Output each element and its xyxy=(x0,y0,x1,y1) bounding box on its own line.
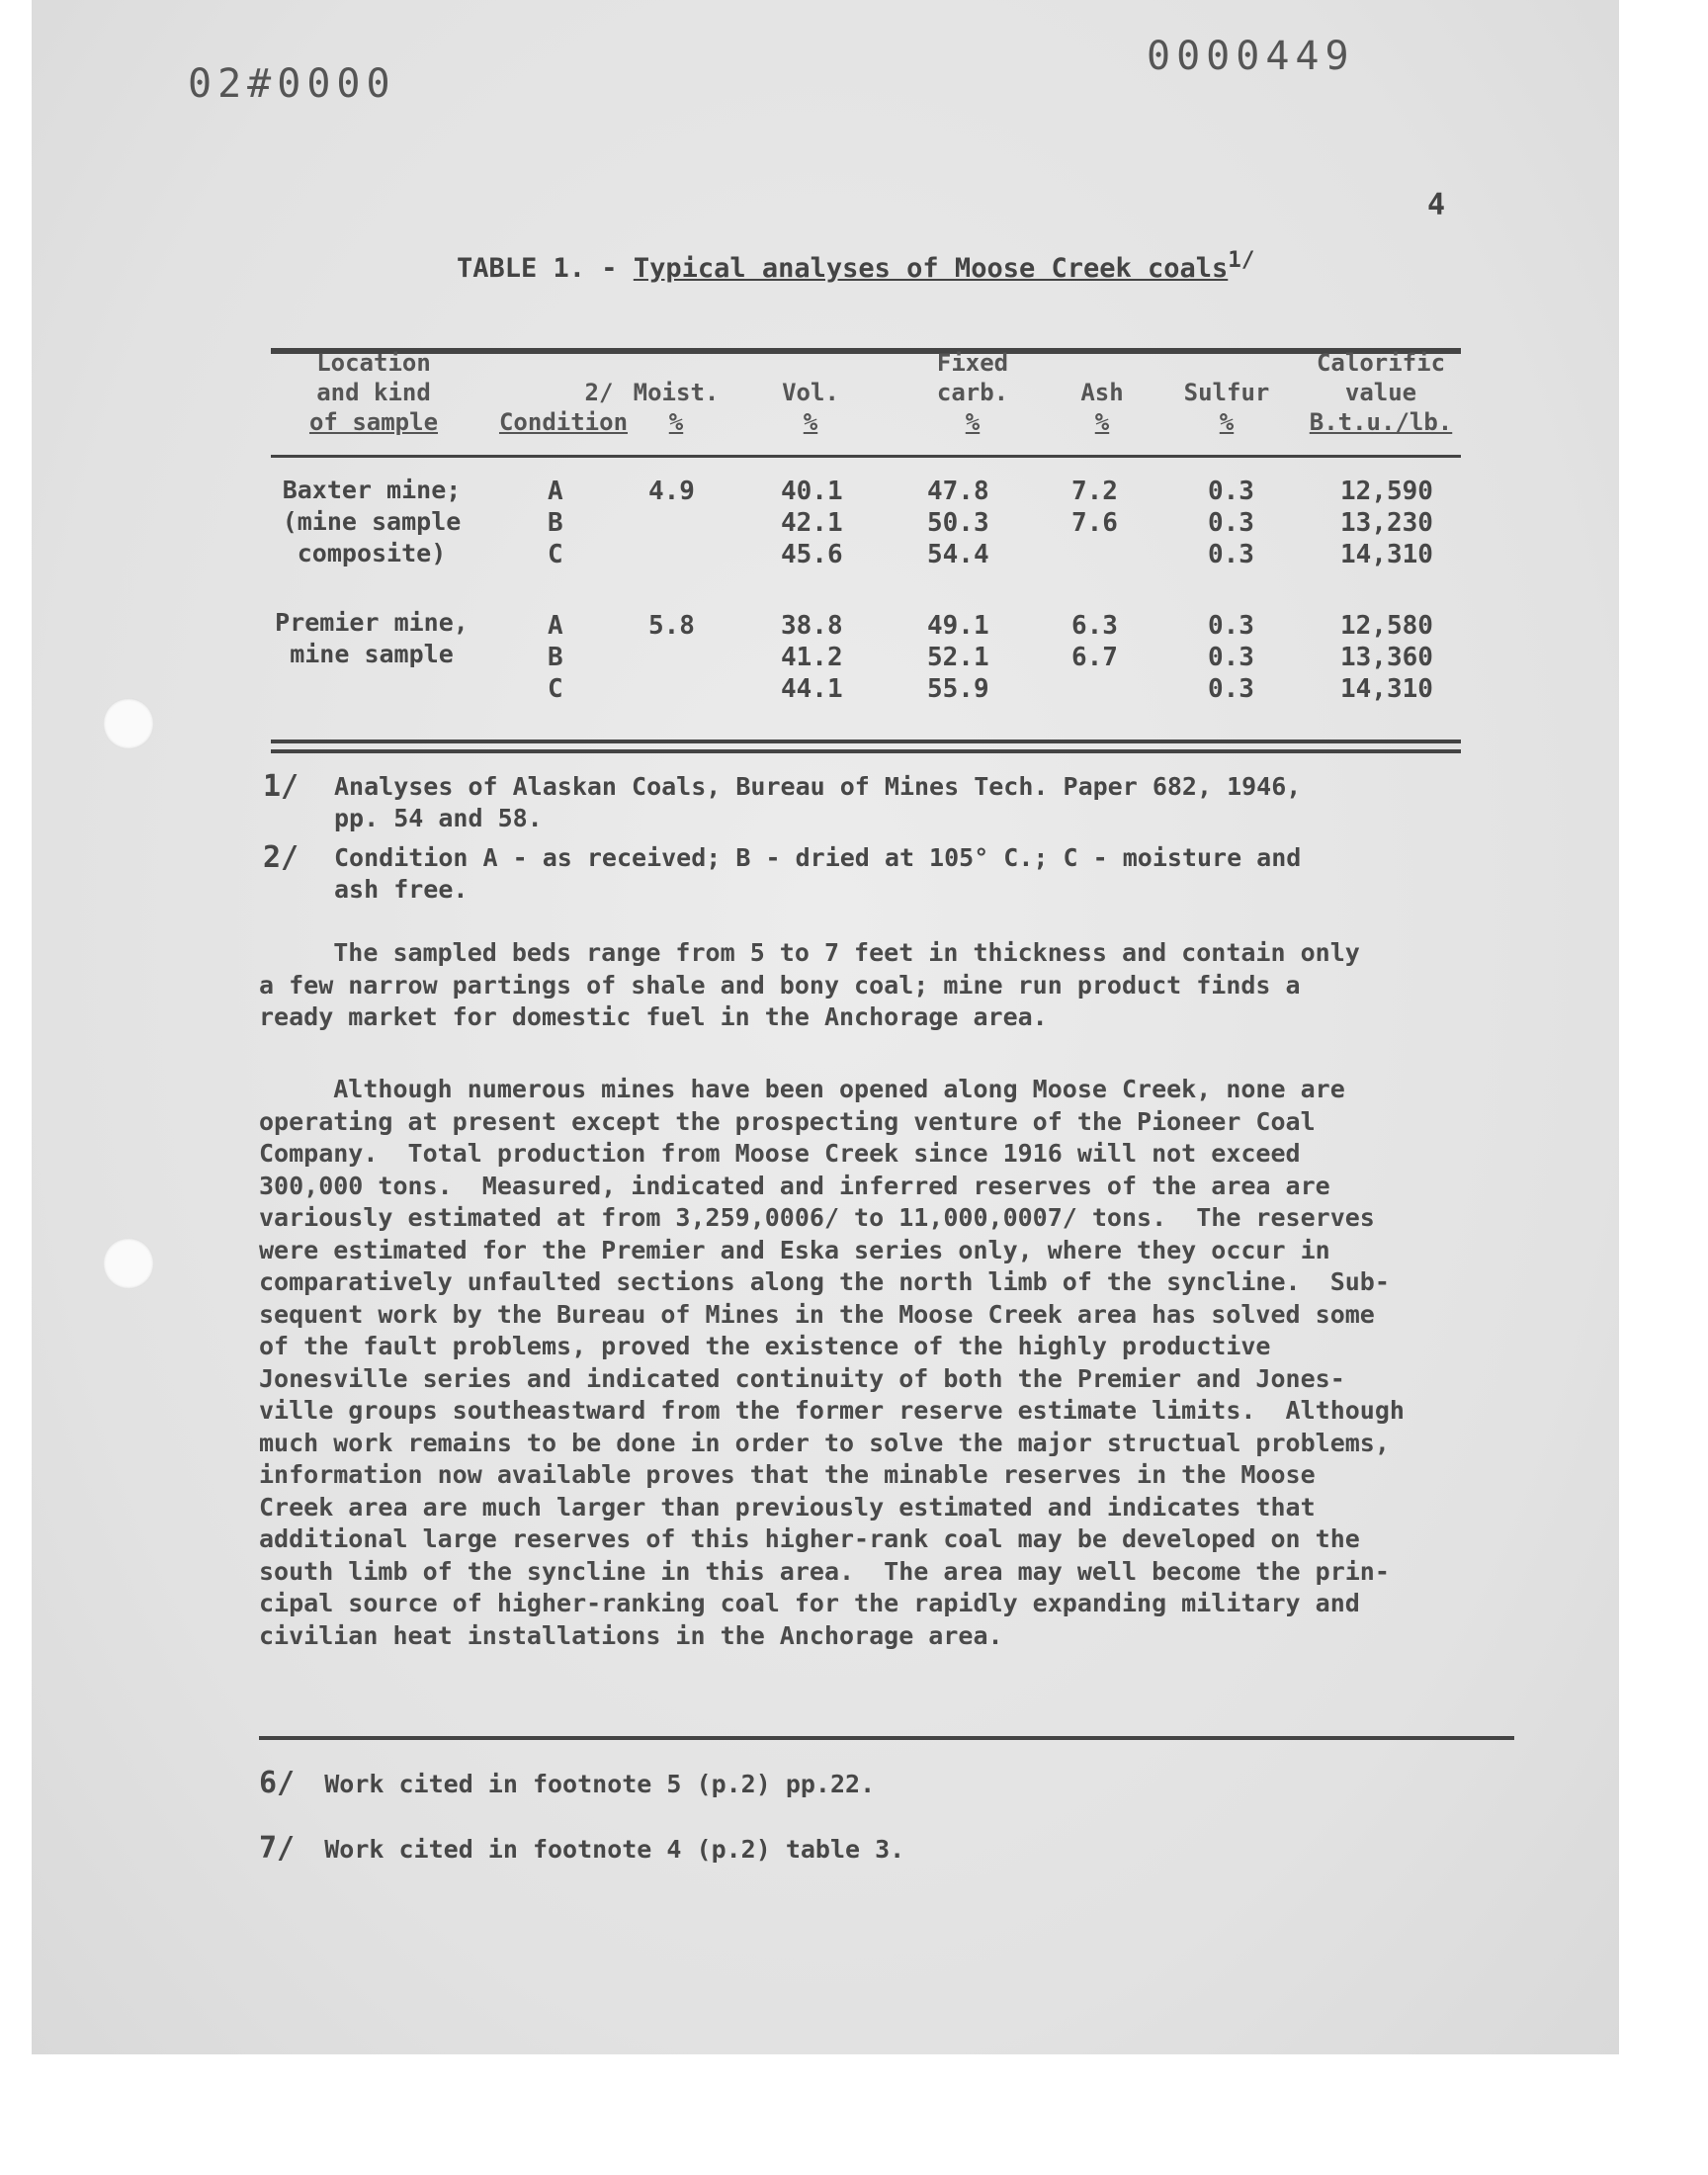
stamp-number-right: 0000449 xyxy=(1147,34,1355,79)
cell-calorific: 14,310 xyxy=(1340,540,1433,569)
punch-hole xyxy=(103,1238,154,1289)
cell-condition: A xyxy=(548,611,563,641)
cell-ash: 6.3 xyxy=(1071,611,1118,641)
header-location: Location and kind of sample xyxy=(308,349,439,436)
cell-vol: 42.1 xyxy=(781,508,843,538)
stamp-number-left: 02#0000 xyxy=(188,61,396,107)
table-title-text: Typical analyses of Moose Creek coals xyxy=(633,253,1229,284)
table-title-prefix: TABLE 1. - xyxy=(457,253,618,284)
cell-fixed-carb: 54.4 xyxy=(927,540,989,569)
table-bottom-rule xyxy=(271,740,1461,743)
header-vol: Vol. % xyxy=(782,379,839,436)
table-title-ref: 1/ xyxy=(1228,247,1255,273)
scan-margin xyxy=(0,2054,1708,2175)
table-title xyxy=(457,247,1254,284)
cell-fixed-carb: 50.3 xyxy=(927,508,989,538)
header-moist: Moist. % xyxy=(633,379,720,436)
body-paragraph: Although numerous mines have been opened along Moose Creek, none are operating at present except the prospecting venture of the Pioneer Coal Company. Total production from Moose Creek since 1916 will not exceed 300,000 tons. Measured, indicated and inferred reserves of the area are variously estimated at from 3,259,0006/ to 11,000,0007/ tons. The reserves were estimated for the Premier and Eska series only, where they occur in comparatively unfaulted sections along the north limb of the syncline. Sub- sequent work by the Bureau of Mines in the Moose Creek area has solved some of the fault problems, proved the existence of the highly productive Jonesville series and indicated continuity of both the Premier and Jones- ville groups southeastward from the former reserve estimate limits. Although much work remains to be done in order to solve the major structual problems, information now available proves that the minable reserves in the Moose Creek area are much larger than previously estimated and indicates that additional large reserves of this higher-rank coal may be developed on the south limb of the syncline in this area. The area may well become the prin- cipal source of higher-ranking coal for the rapidly expanding military and civilian heat installations in the Anchorage area. xyxy=(259,1075,1405,1650)
cell-sulfur: 0.3 xyxy=(1208,540,1254,569)
footnote-mark: 6/ xyxy=(259,1766,296,1800)
header-fixed-carb: Fixed carb. % xyxy=(936,349,1009,436)
cell-vol: 38.8 xyxy=(781,611,843,641)
bottom-footnote-7: 7/ Work cited in footnote 4 (p.2) table 3. xyxy=(259,1831,905,1866)
location-baxter: Baxter mine; (mine sample composite) xyxy=(282,476,462,567)
header-condition: Condition xyxy=(498,408,629,436)
cell-vol: 44.1 xyxy=(781,674,843,704)
cell-calorific: 13,360 xyxy=(1340,643,1433,672)
table-footnote-1: 1/ Analyses of Alaskan Coals, Bureau of Mines Tech. Paper 682, 1946, pp. 54 and 58. xyxy=(263,769,1302,832)
table-bottom-rule-2 xyxy=(271,749,1461,753)
page-number: 4 xyxy=(1427,188,1446,222)
table-header-rule xyxy=(271,455,1461,458)
cell-moist: 5.8 xyxy=(648,611,695,641)
cell-condition: C xyxy=(548,540,563,569)
location-premier: Premier mine, mine sample xyxy=(275,608,469,668)
cell-calorific: 14,310 xyxy=(1340,674,1433,704)
header-condition-ref: 2/ xyxy=(584,379,614,406)
cell-condition: B xyxy=(548,643,563,672)
cell-ash: 7.6 xyxy=(1071,508,1118,538)
footnote-mark: 1/ xyxy=(263,769,299,804)
cell-sulfur: 0.3 xyxy=(1208,674,1254,704)
cell-calorific: 12,580 xyxy=(1340,611,1433,641)
cell-vol: 41.2 xyxy=(781,643,843,672)
cell-vol: 45.6 xyxy=(781,540,843,569)
body-paragraph: The sampled beds range from 5 to 7 feet in thickness and contain only a few narrow partings of shale and bony coal; mine run product finds a ready market for domestic fuel in the Anchorage area. xyxy=(259,938,1360,1031)
footnote-mark: 2/ xyxy=(263,840,299,875)
bottom-footnote-6: 6/ Work cited in footnote 5 (p.2) pp.22. xyxy=(259,1766,876,1800)
cell-calorific: 13,230 xyxy=(1340,508,1433,538)
cell-moist: 4.9 xyxy=(648,477,695,506)
cell-vol: 40.1 xyxy=(781,477,843,506)
header-ash: Ash % xyxy=(1080,379,1124,436)
cell-fixed-carb: 52.1 xyxy=(927,643,989,672)
cell-calorific: 12,590 xyxy=(1340,477,1433,506)
cell-condition: B xyxy=(548,508,563,538)
header-calorific: Calorific value B.t.u./lb. xyxy=(1309,349,1453,436)
cell-condition: C xyxy=(548,674,563,704)
cell-fixed-carb: 55.9 xyxy=(927,674,989,704)
punch-hole xyxy=(103,698,154,749)
table-footnote-2: 2/ Condition A - as received; B - dried at 105° C.; C - moisture and ash free. xyxy=(263,840,1302,904)
cell-sulfur: 0.3 xyxy=(1208,508,1254,538)
cell-condition: A xyxy=(548,477,563,506)
cell-ash: 6.7 xyxy=(1071,643,1118,672)
cell-sulfur: 0.3 xyxy=(1208,643,1254,672)
cell-sulfur: 0.3 xyxy=(1208,611,1254,641)
footnote-mark: 7/ xyxy=(259,1831,296,1866)
cell-sulfur: 0.3 xyxy=(1208,477,1254,506)
cell-fixed-carb: 49.1 xyxy=(927,611,989,641)
cell-fixed-carb: 47.8 xyxy=(927,477,989,506)
cell-ash: 7.2 xyxy=(1071,477,1118,506)
footnote-separator xyxy=(259,1736,1514,1740)
header-sulfur: Sulfur % xyxy=(1183,379,1270,436)
